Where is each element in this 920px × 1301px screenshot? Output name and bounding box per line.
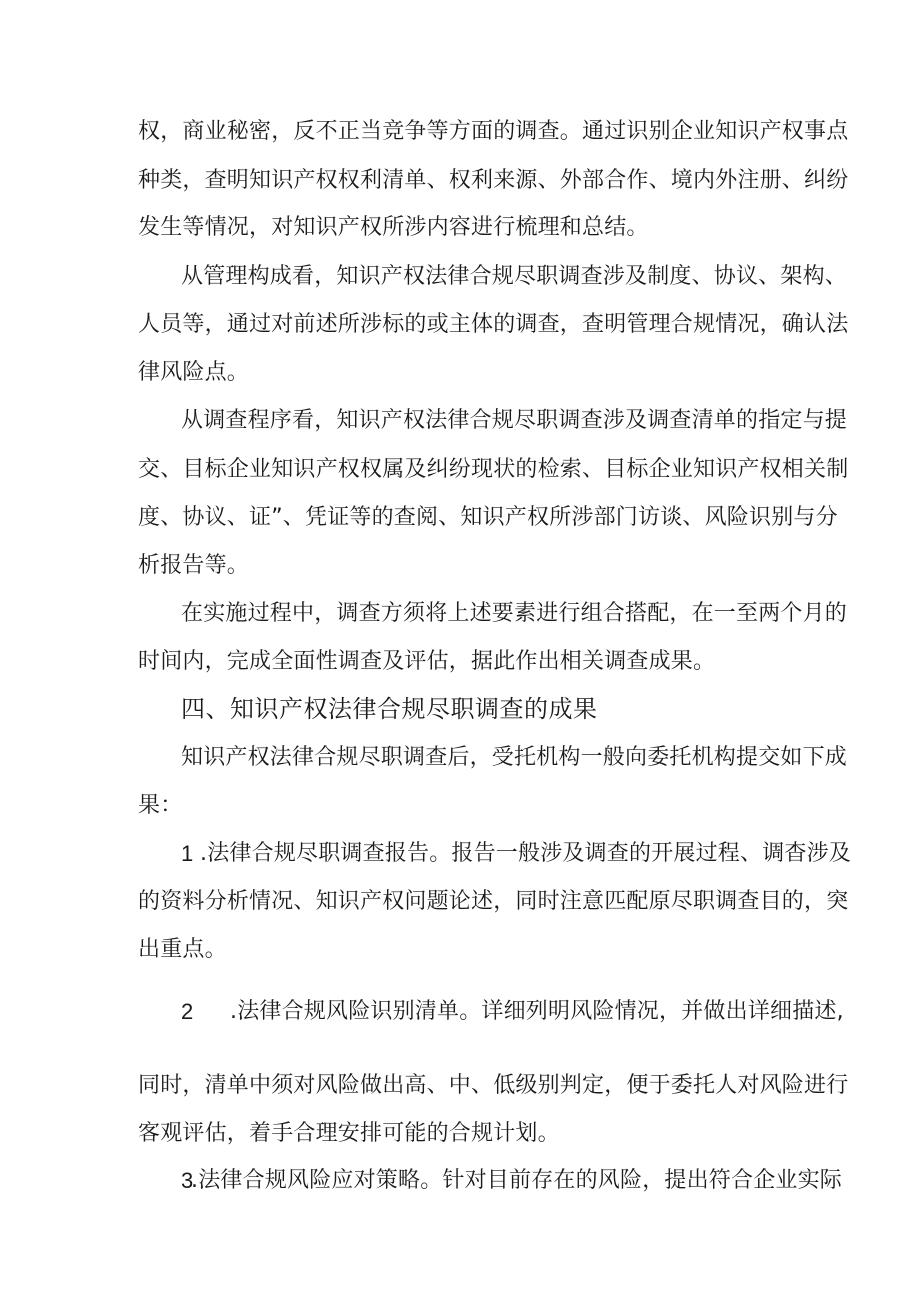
- paragraph-line: 人员等，通过对前述所涉标的或主体的调查，查明管理合规情况，确认法: [138, 312, 849, 337]
- paragraph-line: 同时，清单中须对风险做出高、中、低级别判定，便于委托人对风险进行: [138, 1073, 849, 1098]
- list-number: 3: [181, 1168, 194, 1193]
- paragraph-line: 律风险点。: [138, 360, 250, 385]
- paragraph-line: 出重点。: [138, 937, 227, 962]
- section-heading: 四、知识产权法律合规尽职调查的成果: [181, 695, 598, 723]
- paragraph-line: .法律合规尽职调查报告。报告一般涉及调查的开展过程、调杳涉及: [200, 841, 851, 866]
- paragraph-line: 时间内，完成全面性调查及评估，据此作出相关调查成果。: [138, 649, 716, 674]
- paragraph-line: 从管理构成看，知识产权法律合规尽职调查涉及制度、协议、架构、: [181, 264, 848, 289]
- list-number: 1: [181, 841, 194, 866]
- paragraph-line: .法律合规风险识别清单。详细列明风险情况，并做出详细描述,: [230, 999, 844, 1024]
- paragraph-line: 的资料分析情况、知识产权问题论述，同时注意匹配原尽职调查目的，突: [138, 889, 849, 914]
- list-number: 2: [181, 999, 194, 1024]
- paragraph-line: 权，商业秘密，反不正当竞争等方面的调查。通过识别企业知识产权事点: [138, 119, 849, 144]
- paragraph-line: 发生等情况，对知识产权所涉内容进行梳理和总结。: [138, 215, 649, 240]
- paragraph-line: 交、目标企业知识产权权属及纠纷现状的检索、目标企业知识产权相关制: [138, 457, 849, 482]
- paragraph-line: 析报告等。: [138, 553, 250, 578]
- paragraph-line: 从调查程序看，知识产权法律合规尽职调查涉及调查清单的指定与提: [181, 408, 848, 433]
- paragraph-line: 种类，查明知识产权权利清单、权利来源、外部合作、境内外注册、纠纷: [138, 168, 849, 193]
- paragraph-line: 在实施过程中，调查方须将上述要素进行组合搭配，在一至两个月的: [181, 601, 848, 626]
- paragraph-line: 知识产权法律合规尽职调查后，受托机构一般向委托机构提交如下成: [181, 745, 848, 770]
- paragraph-line: 客观评估，着手合理安排可能的合规计划。: [138, 1121, 560, 1146]
- paragraph-line: 度、协议、证”、凭证等的查阅、知识产权所涉部门访谈、风险识别与分: [138, 505, 838, 530]
- paragraph-line: .法律合规风险应对策略。针对目前存在的风险，提出符合企业实际: [191, 1168, 842, 1193]
- paragraph-line: 果：: [138, 793, 183, 818]
